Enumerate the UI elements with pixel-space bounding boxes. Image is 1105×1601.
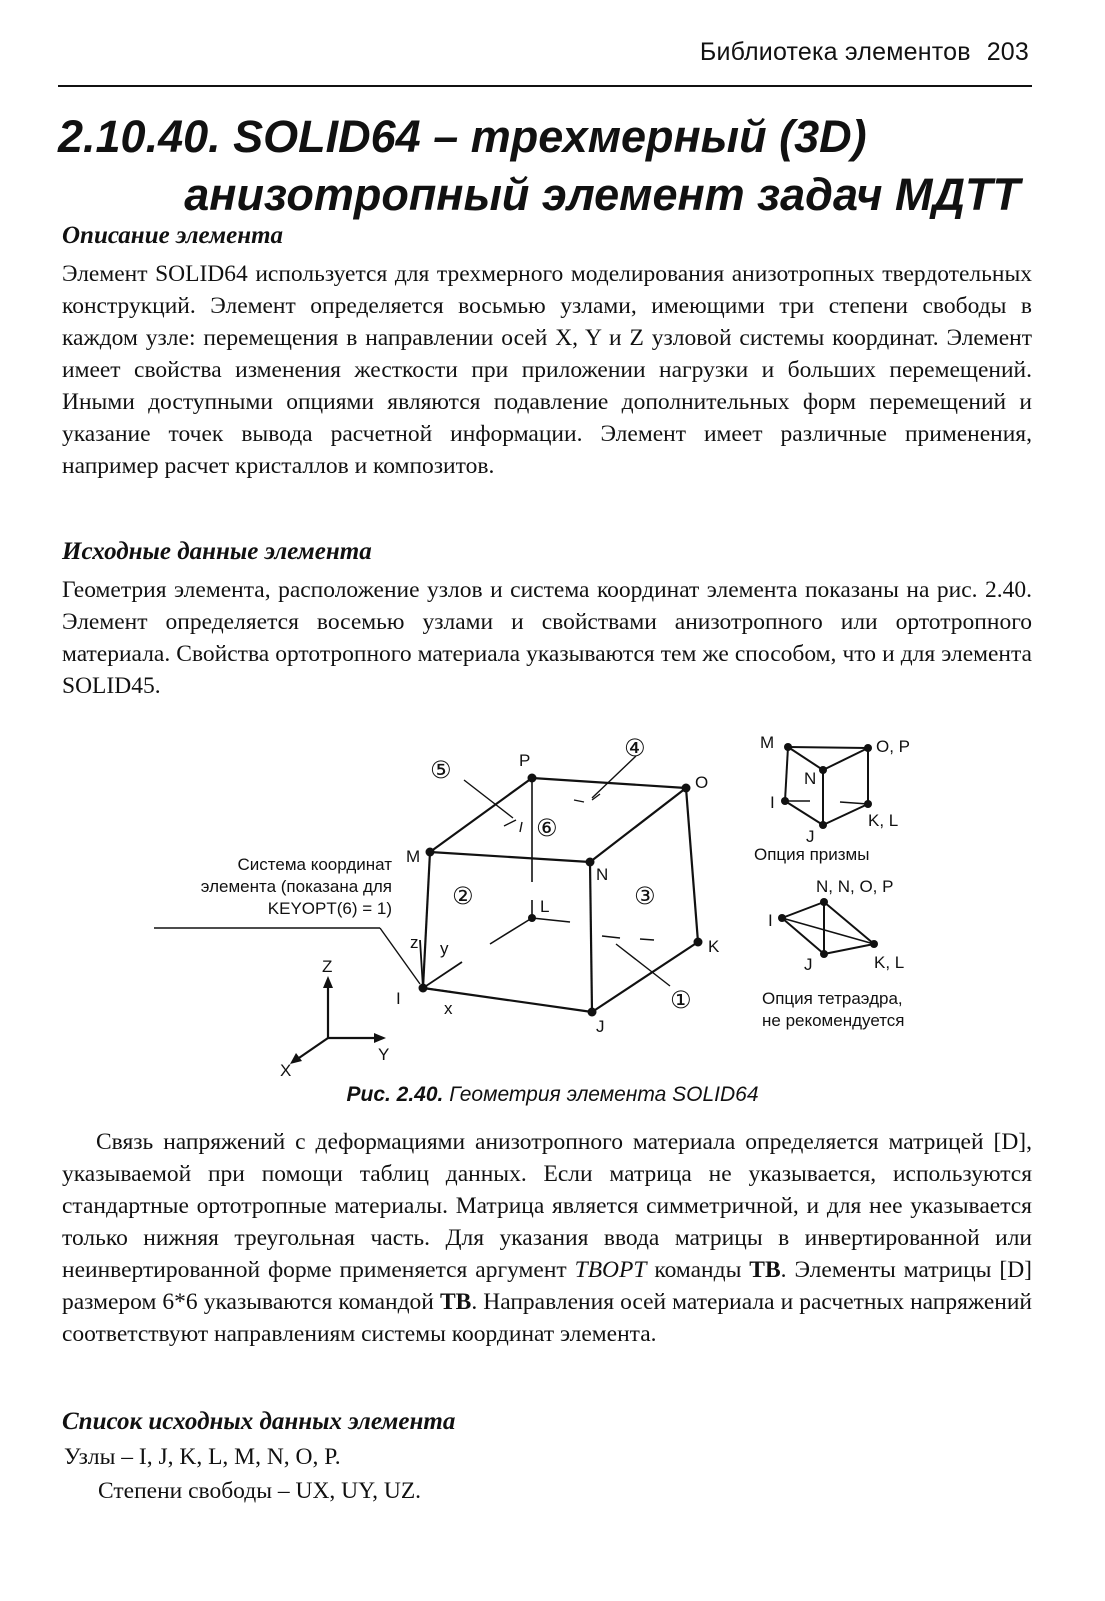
page-number: 203: [986, 38, 1029, 66]
header-rule: [58, 85, 1032, 87]
description-text: Элемент SOLID64 используется для трехмерного моделирования анизотропных твердотельных конструкций. Элемент определяется восьмью узлами, имеющими три степени свободы в каждом узле: перемещения в направлении осей X, Y и Z узловой системы координат. Элемент имеет свойства изменения жесткости при приложении нагрузки и больших перемещений. Иными доступными опциями являются подавление дополнительных форм перемещений и указание точек вывода расчетной информации. Элемент имеет различные применения, например расчет кристаллов и композитов.: [62, 261, 1032, 479]
node-label-m: M: [406, 847, 421, 866]
node-label-n: N: [596, 865, 609, 884]
prism-caption: Опция призмы: [754, 845, 870, 864]
matrix-cmd-tb-1: TB: [749, 1257, 781, 1283]
face-label-4: ④: [624, 734, 646, 762]
tetra-label-i: I: [768, 911, 773, 930]
figure-caption: [0, 1083, 1105, 1107]
matrix-text: [62, 1126, 1032, 1350]
matrix-text-b: команды: [646, 1257, 750, 1283]
elem-axis-x: x: [444, 999, 453, 1018]
tetra-caption-line1: Опция тетраэдра,: [762, 989, 903, 1008]
global-axis-y: Y: [378, 1045, 390, 1064]
face-label-3: ③: [634, 882, 656, 910]
matrix-text-d: . Направления осей материала и расчетных напряжений соответствуют направлениям системы координат элемента.: [62, 1289, 1032, 1347]
matrix-arg-tbopt: TBOPT: [574, 1257, 647, 1283]
tetra-caption-line2: не рекомендуется: [762, 1011, 905, 1030]
face-label-1: ①: [670, 986, 692, 1014]
face-label-6: ⑥: [536, 814, 558, 842]
tetra-label-kl: K, L: [874, 953, 905, 972]
prism-label-i: I: [770, 793, 775, 812]
tetra-option-diagram: [762, 877, 905, 1030]
face-label-5: ⑤: [430, 756, 452, 784]
prism-label-n: N: [804, 769, 817, 788]
prism-label-j: J: [806, 827, 815, 846]
description-heading: Описание элемента: [62, 222, 284, 249]
matrix-cmd-tb-2: TB: [439, 1289, 472, 1315]
section-title-line2: анизотропный элемент задач МДТТ: [184, 169, 1020, 220]
running-title: Библиотека элементов: [699, 38, 971, 66]
matrix-text-c: . Элементы матрицы [D] размером 6*6 указываются командой: [62, 1257, 1032, 1315]
tetra-label-nnop: N, N, O, P: [816, 877, 894, 896]
input-text: Геометрия элемента, расположение узлов и система координат элемента показаны на рис. 2.40. Элемент определяется восемью узлами и свойствами анизотропного или ортотропного материала. Свойства ортотропного материала указываются тем же способом, что и для элемента SOLID45.: [62, 577, 1032, 699]
node-label-j: J: [596, 1017, 605, 1036]
figure-solid64-geometry: [140, 722, 1040, 1092]
node-label-o: O: [695, 773, 709, 792]
dof-line: Степени свободы – UX, UY, UZ.: [98, 1478, 422, 1504]
figure-caption-text: Геометрия элемента SOLID64: [443, 1083, 759, 1106]
coord-note-line1: Система координат: [237, 855, 392, 874]
list-heading: Список исходных данных элемента: [62, 1408, 456, 1435]
prism-label-op: O, P: [876, 737, 911, 756]
node-label-l: L: [540, 897, 550, 916]
tetra-label-j: J: [804, 955, 813, 974]
node-label-k: K: [708, 937, 720, 956]
nodes-line: Узлы – I, J, K, L, M, N, O, P.: [64, 1444, 341, 1470]
global-axis-z: Z: [322, 957, 333, 976]
elem-axis-z: z: [410, 933, 419, 952]
element-geometry-diagram: [140, 722, 1040, 1092]
input-heading: Исходные данные элемента: [62, 538, 372, 565]
elem-axis-y: y: [440, 939, 449, 958]
coord-note-line3: KEYOPT(6) = 1): [267, 899, 392, 918]
running-head: [700, 38, 1029, 67]
matrix-text-a: Связь напряжений с деформациями анизотропного материала определяется матрицей [D], указываемой при помощи таблиц данных. Если матрица не указывается, используются стандартные ортотропные материалы. Матрица является симметричной, и для нее указывается только нижняя треугольная часть. Для указания ввода матрицы в инвертированной или неинвертированной форме применяется аргумент: [62, 1129, 1032, 1283]
prism-label-kl: K, L: [868, 811, 899, 830]
node-label-i: I: [396, 989, 401, 1008]
section-title: [58, 108, 1028, 224]
prism-label-m: M: [760, 733, 775, 752]
figure-caption-label: Рис. 2.40.: [346, 1083, 444, 1106]
global-axis-x: X: [280, 1061, 292, 1080]
node-label-p: P: [519, 751, 531, 770]
coord-note-line2: элемента (показана для: [200, 877, 392, 896]
prism-option-diagram: [754, 733, 910, 864]
face-label-2: ②: [452, 882, 474, 910]
section-title-line1: 2.10.40. SOLID64 – трехмерный (3D): [58, 111, 867, 162]
